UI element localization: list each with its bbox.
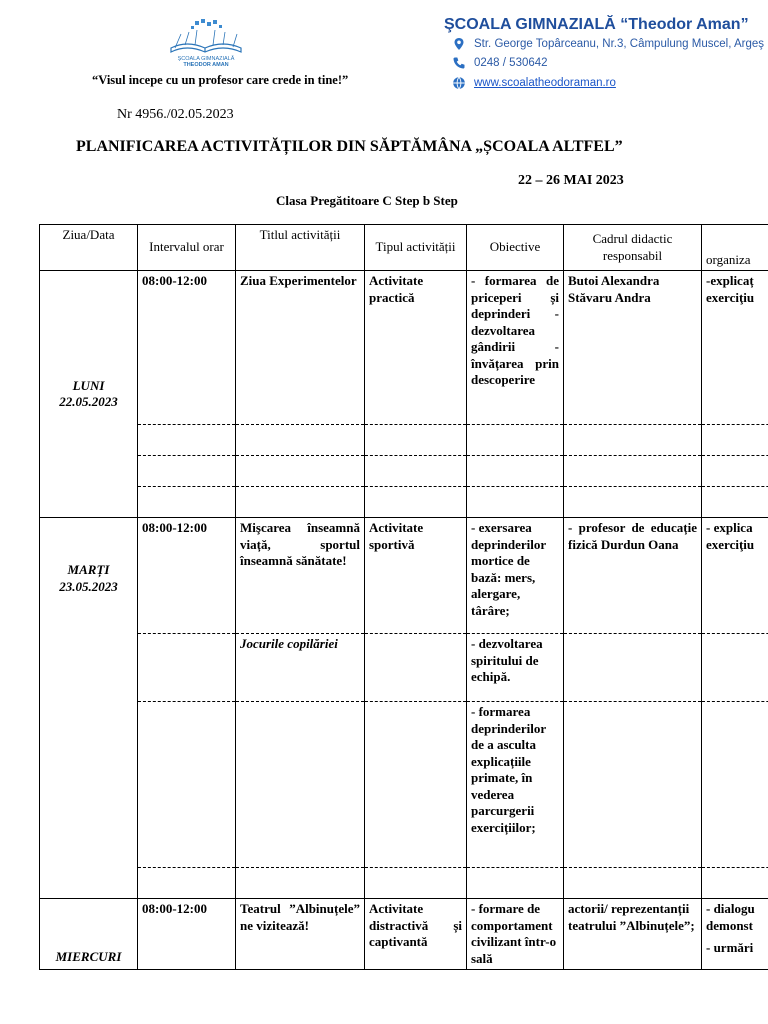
time-cell: 08:00-12:00 [138, 271, 236, 425]
header-title: Titlul activității [236, 225, 365, 271]
time-cell: 08:00-12:00 [138, 899, 236, 970]
website-link[interactable]: www.scoalatheodoraman.ro [474, 77, 616, 89]
day-date: 22.05.2023 [59, 394, 118, 409]
table-row-empty [40, 456, 768, 487]
type-cell: Activitate practică [365, 271, 467, 425]
type-cell: Activitate sportivă [365, 518, 467, 634]
day-cell-wednesday [40, 899, 138, 970]
org-cell [702, 899, 768, 970]
header-day: Ziua/Data [40, 225, 138, 271]
header-organization: organiza [702, 225, 768, 271]
table-header-row [40, 225, 768, 271]
teacher-cell: Butoi Alexandra Stăvaru Andra [564, 271, 702, 425]
table-row [40, 518, 768, 634]
logo-text-line2: THEODOR AMAN [183, 62, 229, 68]
school-logo [165, 18, 247, 68]
table-row-empty [40, 487, 768, 518]
day-name: MIERCURI [55, 948, 122, 964]
website-line [452, 76, 616, 90]
school-name: ŞCOALA GIMNAZIALĂ “Theodor Aman” [444, 16, 749, 33]
phone-line [452, 56, 548, 70]
org-line: - urmări [706, 940, 754, 955]
day-name: LUNI [72, 377, 105, 393]
org-line: - dialogu demonst [706, 901, 755, 933]
header-type: Tipul activității [365, 225, 467, 271]
objectives-cell: - formarea deprinderilor de a asculta explicațiile primate, în vederea parcurgerii exercițiilor; [467, 702, 564, 868]
table-row-empty [40, 425, 768, 456]
objectives-cell: - exersarea deprinderilor mortice de bază: mers, alergare, târâre; [467, 518, 564, 634]
table-row [40, 634, 768, 702]
day-name: MARȚI [67, 562, 110, 577]
logo-text-line1: ŞCOALA GIMNAZIALĂ [177, 56, 235, 62]
day-cell-tuesday [40, 518, 138, 899]
teacher-cell: actorii/ reprezentanții teatrului ”Albinuțele”; [564, 899, 702, 970]
header-objectives: Obiective [467, 225, 564, 271]
time-cell: 08:00-12:00 [138, 518, 236, 634]
org-cell: - explica exerciţiu [702, 518, 768, 634]
header-teacher: Cadrul didactic responsabil [564, 225, 702, 271]
title-cell: Ziua Experimentelor [236, 271, 365, 425]
globe-icon [452, 76, 466, 90]
day-date: 23.05.2023 [59, 578, 118, 594]
header-interval: Intervalul orar [138, 225, 236, 271]
activities-table [39, 224, 768, 970]
table-row [40, 271, 768, 425]
school-motto: “Visul incepe cu un profesor care crede in tine!” [92, 73, 349, 87]
title-cell: Mişcarea înseamnă viață, sportul înseamnă sănătate! [236, 518, 365, 634]
table-row-empty [40, 868, 768, 899]
date-range: 22 – 26 MAI 2023 [518, 173, 624, 188]
document-number: Nr 4956./02.05.2023 [117, 107, 234, 122]
objectives-cell: - formarea de priceperi și deprinderi -dezvoltarea gândirii - învățarea prin descoperire [467, 271, 564, 425]
document-title: PLANIFICAREA ACTIVITĂȚILOR DIN SĂPTĂMÂNA „ȘCOALA ALTFEL” [76, 138, 623, 155]
location-pin-icon [452, 37, 466, 51]
table-row [40, 899, 768, 970]
org-cell: -explicaț exerciţiu [702, 271, 768, 425]
address-line [452, 37, 764, 51]
table-row [40, 702, 768, 868]
objectives-cell: - dezvoltarea spiritului de echipă. [467, 634, 564, 702]
phone-icon [452, 56, 466, 70]
teacher-cell: - profesor de educație fizică Durdun Oana [564, 518, 702, 634]
objectives-cell: - formare de comportament civilizant într-o sală [467, 899, 564, 970]
title-cell: Teatrul ”Albinuțele” ne vizitează! [236, 899, 365, 970]
day-cell-monday [40, 271, 138, 518]
phone-text: 0248 / 530642 [474, 57, 548, 69]
address-text: Str. George Topârceanu, Nr.3, Câmpulung Muscel, Argeş [474, 38, 764, 50]
title-cell: Jocurile copilăriei [236, 634, 365, 702]
type-cell: Activitate distractivă și captivantă [365, 899, 467, 970]
class-name: Clasa Pregătitoare C Step b Step [276, 193, 458, 208]
